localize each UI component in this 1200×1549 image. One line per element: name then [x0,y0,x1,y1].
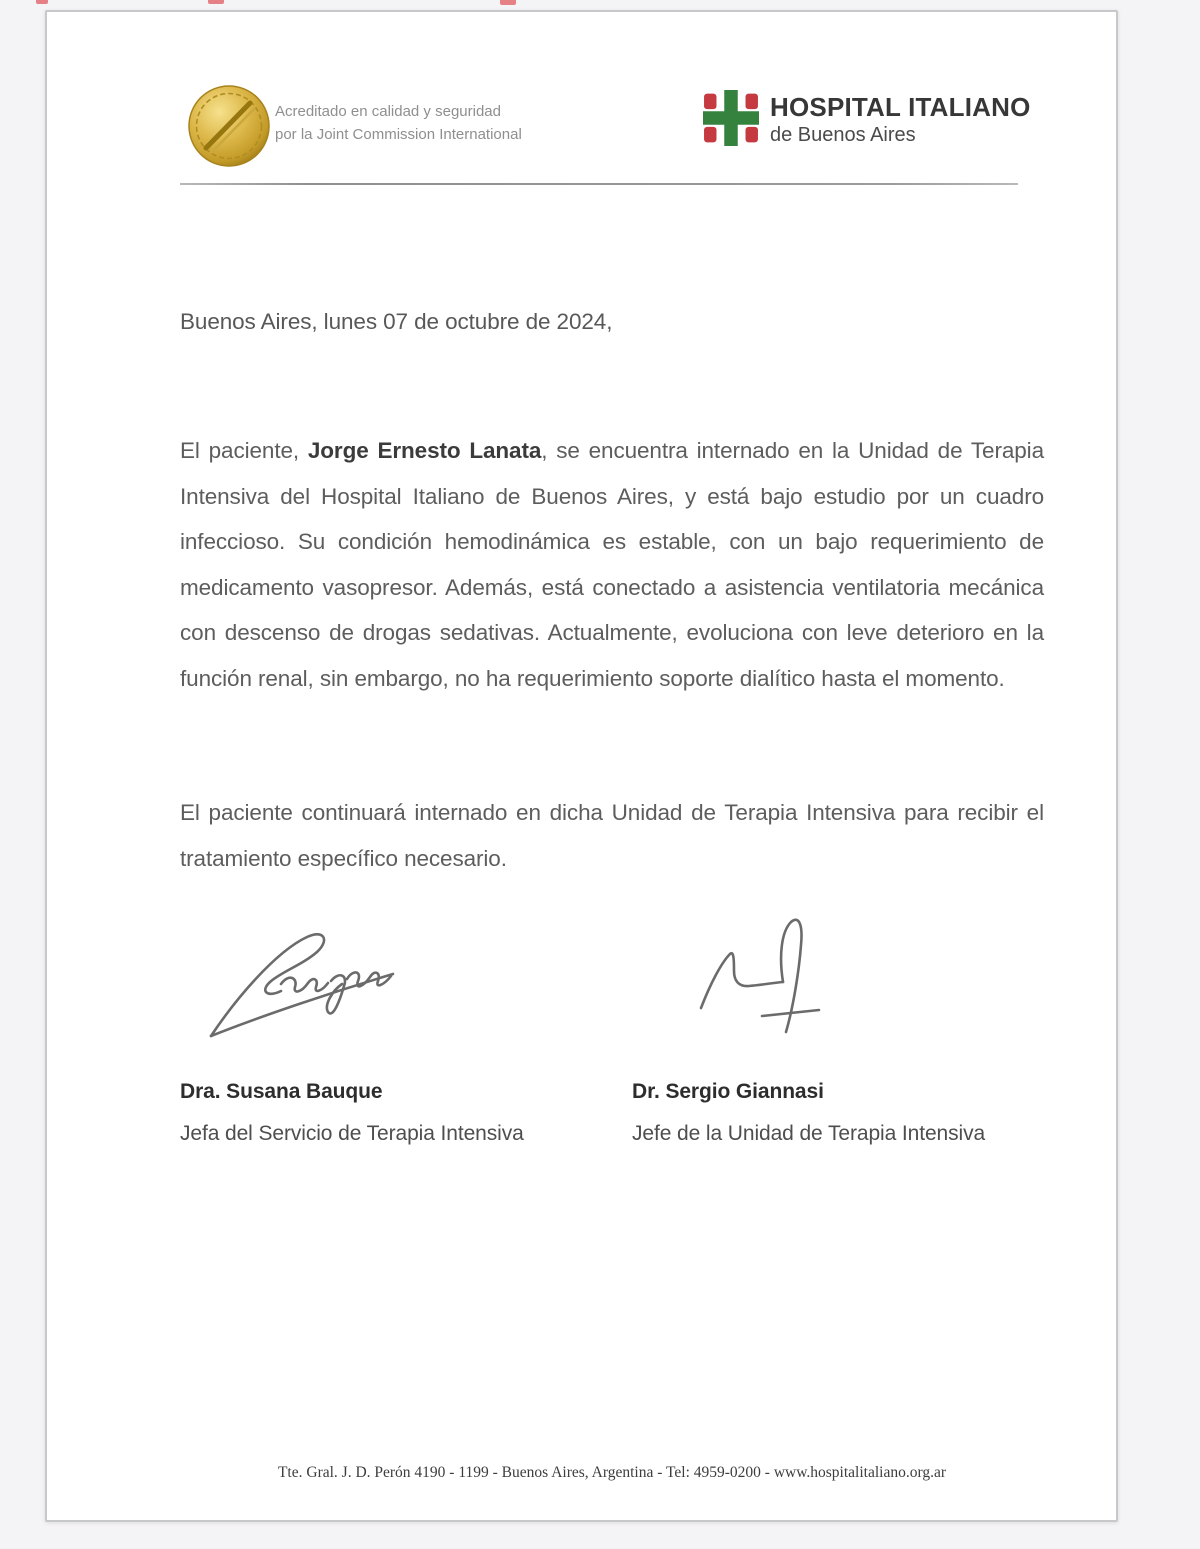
patient-name: Jorge Ernesto Lanata [307,438,542,463]
giannasi-signature [689,912,839,1062]
cropped-red-text-fragment [208,0,224,4]
accreditation-text [275,100,522,146]
signature-role: Jefe de la Unidad de Terapia Intensiva [632,1122,986,1145]
paragraph1-prefix: El paciente, [180,438,308,463]
bauque-signature [197,924,447,1049]
body-paragraph-2: El paciente continuará internado en dicha Unidad de Terapia Intensiva para recibir el tratamiento específico necesario. [180,800,1044,871]
hospital-cross-icon [703,90,759,146]
signature-name: Dra. Susana Bauque [180,1080,383,1103]
cropped-red-text-fragment [36,0,48,4]
logo-subtitle: de Buenos Aires [770,124,916,146]
paragraph1-suffix: , se encuentra internado en la Unidad de Terapia Intensiva del Hospital Italiano de Buenos Aires, y está bajo estudio por un cuadro infeccioso. Su condición hemodinámica es estable, con un bajo requerimiento de medicamento vasopresor. Además, está conectado a asistencia ventilatoria mecánica con descenso de drogas sedativas. Actualmente, evoluciona con leve deterioro en la función renal, sin embargo, no ha requerimiento soporte dialítico hasta el momento. [180,438,1044,691]
accreditation-line-1: Acreditado en calidad y seguridad [275,103,501,120]
hospital-logo [703,90,1031,147]
cropped-red-text-fragment [500,0,516,5]
signature-role: Jefa del Servicio de Terapia Intensiva [180,1122,524,1145]
accreditation-line-2: por la Joint Commission International [275,126,522,143]
body-paragraph-1 [180,428,1044,701]
document-page [45,10,1118,1522]
logo-title: HOSPITAL ITALIANO [770,92,1031,122]
signature-name: Dr. Sergio Giannasi [632,1080,824,1103]
date-line: Buenos Aires, lunes 07 de octubre de 2024, [180,309,613,334]
hospital-logo-text [770,90,1031,147]
header-divider [180,183,1018,185]
footer-address: Tte. Gral. J. D. Perón 4190 - 1199 - Buenos Aires, Argentina - Tel: 4959-0200 - www.hospitalitaliano.org.ar [277,1464,947,1481]
jci-gold-seal-icon [187,84,271,168]
